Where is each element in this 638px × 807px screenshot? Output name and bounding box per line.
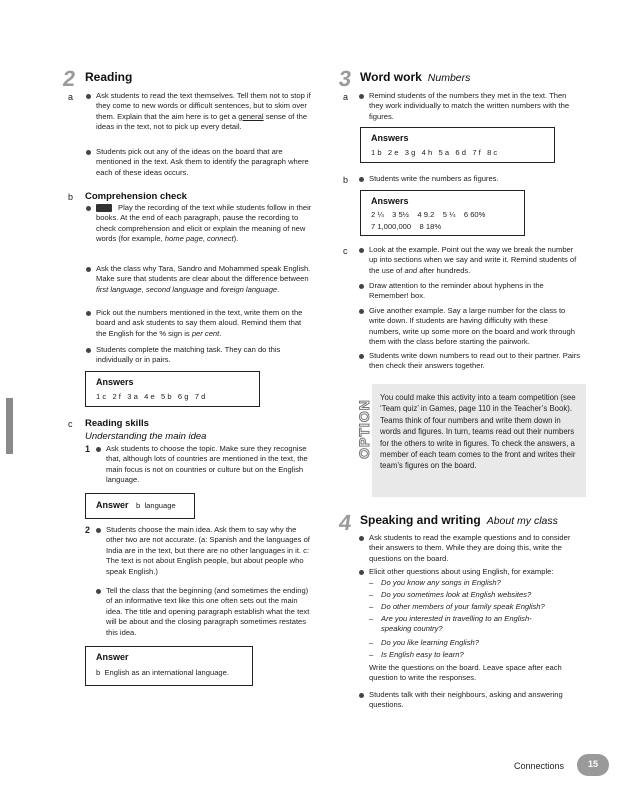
- bullet-text: Students pick out any of the ideas on the board that are mentioned in the text. Ask them to identify the paragraph where each of these ideas occurs.: [96, 147, 312, 178]
- bullet-text: Give another example. Say a large number for the class to write down. If students are having difficulty with these numbers, write up some more on the board and work through them with the class before starting the pairwork.: [369, 306, 581, 348]
- dash-mark: –: [369, 614, 374, 623]
- bullet-text: Draw attention to the reminder about hyphens in the Remember! box.: [369, 281, 581, 302]
- answer-box-title: Answers: [371, 196, 409, 206]
- example-question: Do you sometimes look at English websites?: [381, 590, 532, 599]
- dash-mark: –: [369, 638, 374, 647]
- title-text: Speaking and writing: [360, 513, 481, 527]
- dash-mark: –: [369, 602, 374, 611]
- example-question: Are you interested in travelling to an English-speaking country?: [381, 614, 532, 634]
- section-number-speaking: 4: [337, 510, 354, 535]
- bullet-text: Ask students to read the text themselves. Tell them not to stop if they come to new words or difficult sentences, but to skim over them. Explain that the aim here is to get a general sense of the ideas in the text, not to pick up every detail.: [96, 91, 311, 132]
- section-title-speaking: [360, 513, 558, 527]
- option-label: [356, 388, 372, 470]
- bullet-text: Students talk with their neighbours, asking and answering questions.: [369, 690, 579, 711]
- subheading-comprehension-check: Comprehension check: [85, 191, 187, 202]
- bullet-text: Ask the class why Tara, Sandro and Mohammed speak English. Make sure that students are clear about the difference between first language, second language and foreign language.: [96, 264, 311, 294]
- answer-box-title: Answers: [96, 377, 134, 387]
- part-letter-c: c: [343, 246, 348, 256]
- audio-icon: [96, 204, 112, 212]
- bullet-text: Pick out the numbers mentioned in the text, write them on the board and ask students to say them aloud. Remind them that the English for the % sign is per cent.: [96, 308, 312, 339]
- part-letter-a: a: [343, 92, 349, 102]
- section-title-wordwork: [360, 70, 470, 84]
- example-question: Do other members of your family speak English?: [381, 602, 545, 611]
- answer-box: [85, 646, 253, 686]
- page-number-badge: [577, 754, 609, 776]
- option-text: You could make this activity into a team competition (see ‘Team quiz’ in Games, page 110 in the Teacher’s Book). Teams think of four numbers and write them down in words and figures. In turn, teams read out their numbers for the others to write in figures. To check the answers, a member of each team comes to the front and writes their team’s figures on the board.: [380, 393, 576, 471]
- option-label-text: OPTION: [356, 399, 372, 459]
- answer-box-values: 1 c 2 f 3 a 4 e 5 b 6 g 7 d: [96, 392, 206, 401]
- subheading-main-idea: Understanding the main idea: [85, 431, 207, 442]
- example-question: Do you know any songs in English?: [381, 578, 501, 587]
- dash-mark: –: [369, 590, 374, 599]
- item-number-1: 1: [85, 444, 91, 454]
- section-number-reading: 2: [61, 66, 78, 91]
- dash-mark: –: [369, 650, 374, 659]
- part-letter-b: b: [68, 192, 74, 202]
- title-subtitle: About my class: [486, 515, 558, 527]
- answer-box-values: 2 ¼ 3 5½ 4 9.2 5 ¼ 6 60%: [371, 210, 486, 219]
- subheading-reading-skills: Reading skills: [85, 418, 149, 429]
- bullet-text: Elicit other questions about using English, for example:: [369, 567, 581, 577]
- title-subtitle: Numbers: [427, 72, 471, 84]
- footer-book-title: Connections: [514, 761, 565, 771]
- margin-bar: [6, 398, 13, 454]
- instruction-text: Write the questions on the board. Leave space after each question to write the responses.: [369, 663, 562, 683]
- answer-box-values: b English as an international language.: [96, 668, 229, 677]
- title-text: Word work: [360, 70, 422, 84]
- part-letter-c: c: [68, 419, 73, 429]
- section-number-wordwork: 3: [337, 66, 354, 91]
- item-number-2: 2: [85, 525, 91, 535]
- part-letter-a: a: [68, 92, 74, 102]
- bullet-text: Students complete the matching task. They can do this individually or in pairs.: [96, 345, 312, 366]
- section-title-reading: Reading: [85, 70, 133, 84]
- bullet-text: Play the recording of the text while students follow in their books. At the end of each paragraph, pause the recording to check comprehension and elicit or explain the meaning of new words (for example, home page, connect).: [96, 203, 312, 244]
- answer-box: [85, 371, 260, 407]
- answer-box: [360, 190, 525, 236]
- dash-mark: –: [369, 578, 374, 587]
- bullet-text: Students write down numbers to read out to their partner. Pairs then check their answers together.: [369, 351, 581, 371]
- bullet-text: Ask students to read the example questions and to consider their answers to them. While they are doing this, write the questions on the board.: [369, 533, 579, 564]
- bullet-text: Look at the example. Point out the way we break the number up into sections when we say and write it. Remind students of the use of and after hundreds.: [369, 245, 581, 276]
- bullet-text: Remind students of the numbers they met in the text. Then they work individually to match the written numbers with the figures.: [369, 91, 579, 122]
- page-number: 15: [587, 759, 598, 769]
- bullet-text: Tell the class that the beginning (and sometimes the ending) of an informative text like this one often sets out the main idea. The title and opening paragraph establish what the text will be about and the closing paragraph sometimes restates this idea.: [106, 586, 310, 637]
- answer-box: [360, 127, 555, 163]
- answer-box-values: b language: [136, 501, 176, 510]
- answer-box-values: 1 b 2 e 3 g 4 h 5 a 6 d 7 f 8 c: [371, 148, 498, 157]
- bullet-text: Students choose the main idea. Ask them to say why the other two are not accurate. (a: Spanish and the languages of India are in the text, but there are no other languages in it. c: The text is not about English people, but about people who speak English.): [106, 525, 310, 576]
- part-letter-b: b: [343, 175, 349, 185]
- answer-box: [85, 493, 195, 519]
- answer-box-title: Answers: [371, 133, 409, 143]
- answer-box-values: 7 1,000,000 8 18%: [371, 222, 442, 231]
- bullet-text: Students write the numbers as figures.: [369, 174, 579, 184]
- bullet-text: Ask students to choose the topic. Make sure they recognise that, although lots of countries are mentioned in the text, the main focus is not on countries or culture but on the English language.: [106, 444, 311, 486]
- example-question: Do you like learning English?: [381, 638, 479, 647]
- answer-box-title: Answer: [96, 652, 129, 662]
- example-question: Is English easy to learn?: [381, 650, 464, 659]
- answer-box-title: Answer: [96, 500, 129, 510]
